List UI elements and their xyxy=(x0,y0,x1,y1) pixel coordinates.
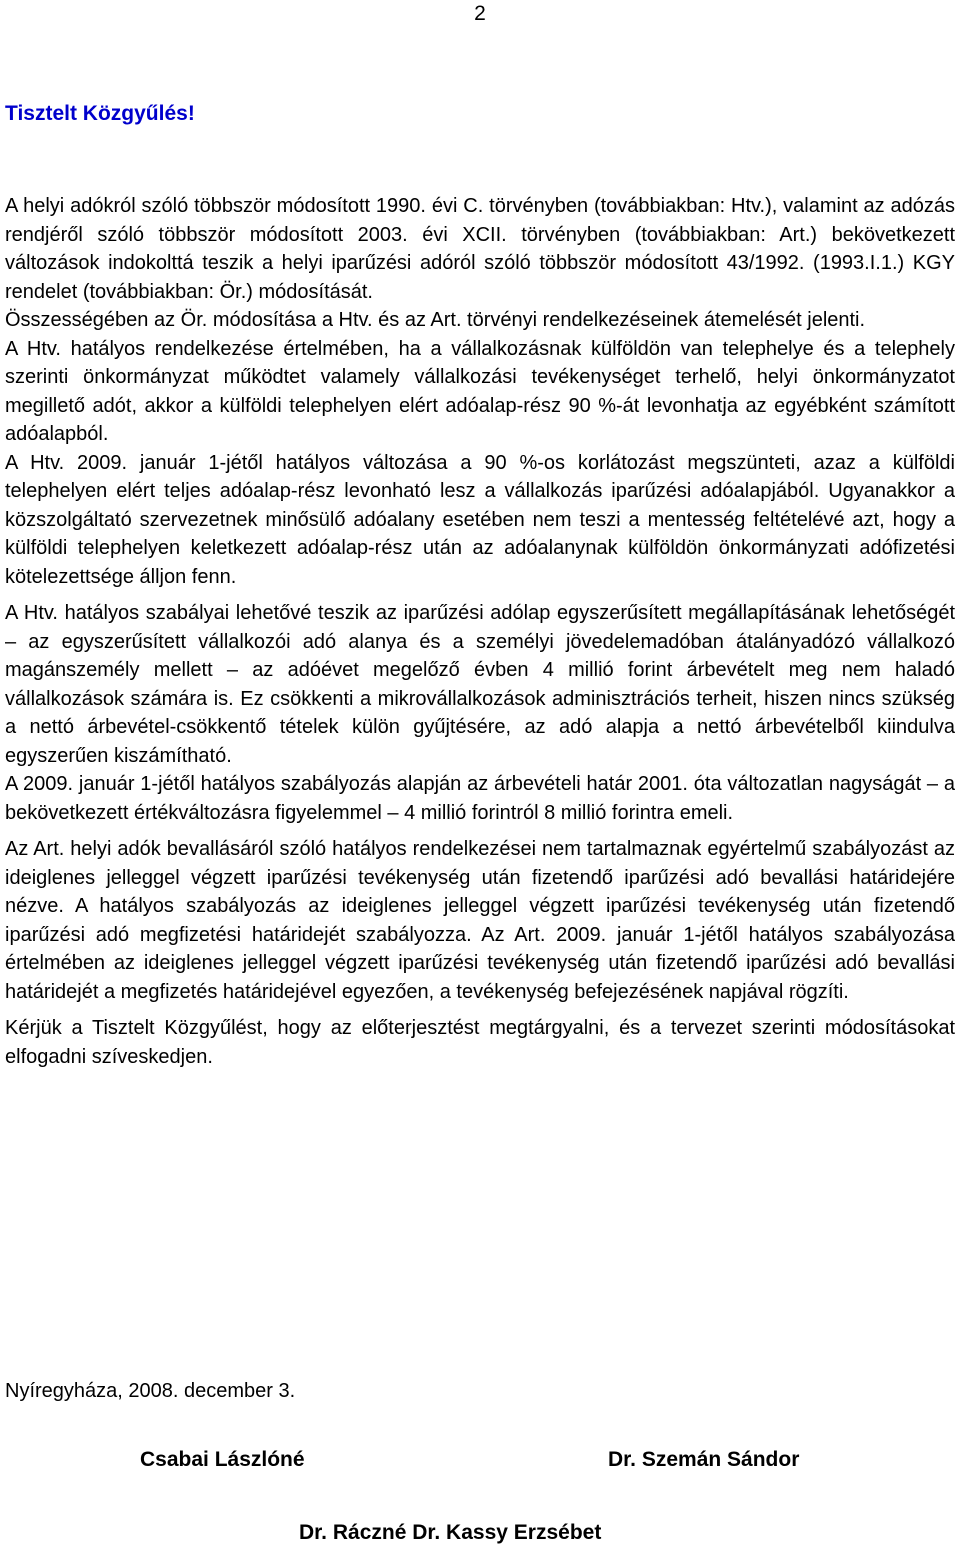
document-body xyxy=(5,192,955,1071)
paragraph-art: Az Art. helyi adók bevallásáról szóló hatályos rendelkezései nem tartalmaznak egyértelmű szabályozást az ideiglenes jelleggel végzett iparűzési tevékenység után fizetendő iparűzési adó bevallási határidejére nézve. A hatályos szabályozás az ideiglenes jelleggel végzett iparűzési tevékenység után fizetendő iparűzési adó megfizetési határidejét szabályozza. Az Art. 2009. január 1-jétől hatályos szabályozása értelmében az ideiglenes jelleggel végzett iparűzési tevékenység után fizetendő iparűzési adó bevallási határidejét a megfizetés határidejével egyezően, a tevékenység befejezésének napjával rögzíti. xyxy=(5,838,955,1003)
paragraph-revenue-limit: A 2009. január 1-jétől hatályos szabályozás alapján az árbevételi határ 2001. óta változatlan nagyságát – a bekövetkezett értékváltozásra figyelemmel – 4 millió forintról 8 millió forintra emeli. xyxy=(5,773,955,824)
paragraph-simplified: A Htv. hatályos szabályai lehetővé teszik az iparűzési adólap egyszerűsített megállapításának lehetőségét – az egyszerűsített vállalkozói adó alanya és a személyi jövedelemadóban átalányadózó vállalkozó magánszemély mellett – az adóévet megelőző évben 4 millió forint árbevételt meg nem haladó vállalkozások számára is. Ez csökkenti a mikrovállalkozások adminisztrációs terheit, hiszen nincs szükség a nettó árbevétel-csökkentő tételek külön gyűjtésére, az adó alapja a nettó árbevételből kiindulva egyszerűen kiszámítható. xyxy=(5,602,955,767)
signer-name: Dr. Szemán Sándor xyxy=(608,1448,800,1471)
paragraph-2009-change: A Htv. 2009. január 1-jétől hatályos változása a 90 %-os korlátozást megszünteti, azaz a külföldi telephelyen elért teljes adóalap-rész levonható lesz a vállalkozás iparűzési adóalapjából. Ugyanakkor a közszolgáltató szervezetnek minősülő adóalany esetében nem teszi a mentesség feltételévé azt, hogy a külföldi telephelyen keletkezett adóalap-rész után az adóalanynak külföldön önkormányzati adófizetési kötelezettsége álljon fenn. xyxy=(5,451,955,588)
paragraph-request: Kérjük a Tisztelt Közgyűlést, hogy az előterjesztést megtárgyalni, és a tervezet szerinti módosításokat elfogadni szíveskedjen. xyxy=(5,1017,955,1068)
signer-name: Dr. Ráczné Dr. Kassy Erzsébet xyxy=(299,1521,602,1544)
paragraph-intro: A helyi adókról szóló többször módosított 1990. évi C. törvényben (továbbiakban: Htv.), valamint az adózás rendjéről szóló többször módosított 2003. évi XCII. törvényben (továbbiakban: Art.) bekövetkezett változások indokolttá teszik a helyi iparűzési adóról szóló többször módosított 43/1992. (1993.I.1.) KGY rendelet (továbbiakban: Ör.) módosítását. xyxy=(5,195,955,303)
paragraph-foreign-site: A Htv. hatályos rendelkezése értelmében, ha a vállalkozásnak külföldön van telephelye és a telephely szerinti önkormányzat működtet valamely vállalkozási tevékenységet terhelő, helyi önkormányzatot megillető adót, akkor a külföldi telephelyen elért adóalap-rész 90 %-át levonhatja az egyébként számított adóalapból. xyxy=(5,337,955,445)
page-number: 2 xyxy=(474,2,486,25)
date-line: Nyíregyháza, 2008. december 3. xyxy=(5,1380,296,1402)
signer-name: Csabai Lászlóné xyxy=(140,1448,305,1471)
greeting-heading: Tisztelt Közgyűlés! xyxy=(5,102,195,125)
paragraph-summary: Összességében az Ör. módosítása a Htv. és az Art. törvényi rendelkezéseinek átemelését jelenti. xyxy=(5,309,866,331)
